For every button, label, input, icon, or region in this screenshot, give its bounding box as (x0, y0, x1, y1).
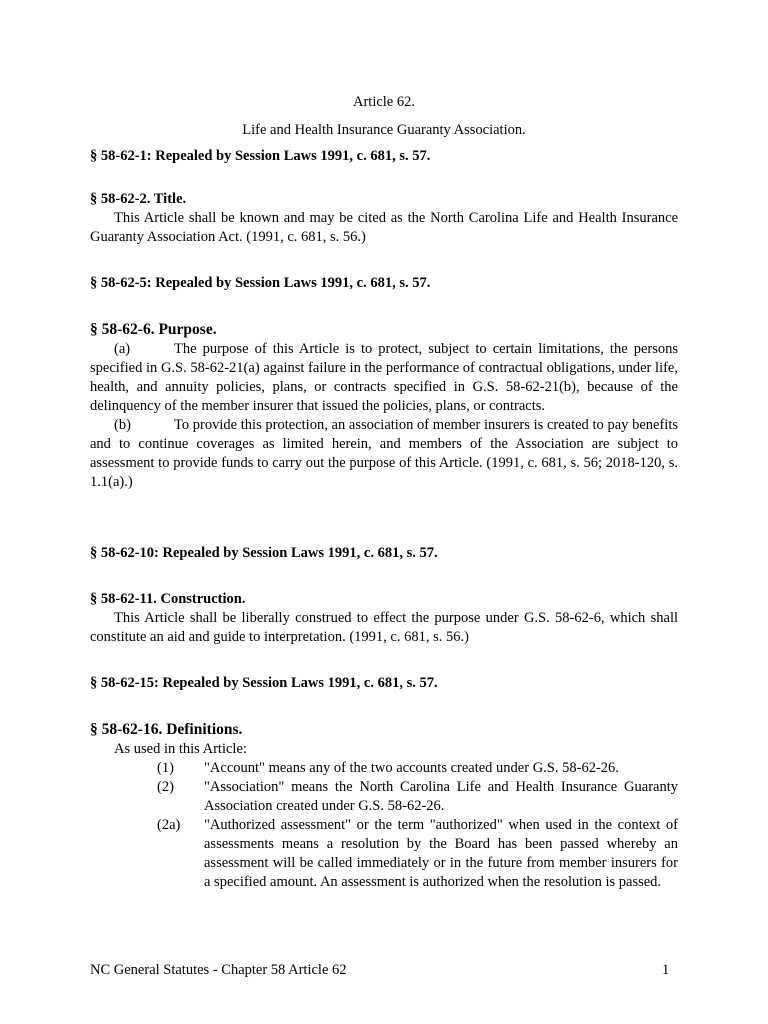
page-number: 1 (662, 962, 670, 978)
section-58-62-2-body: This Article shall be known and may be cited as the North Carolina Life and Health Insurance Guaranty Association Act. (1991, c. 681, s. 56.) (90, 210, 678, 245)
article-subtitle: Life and Health Insurance Guaranty Association. (242, 122, 526, 138)
definition-number: (2) (157, 779, 174, 795)
section-58-62-10-heading: § 58-62-10: Repealed by Session Laws 1991, c. 681, s. 57. (90, 545, 438, 561)
definition-number: (1) (157, 760, 174, 776)
article-title: Article 62. (352, 94, 415, 110)
section-58-62-5-heading: § 58-62-5: Repealed by Session Laws 1991, c. 681, s. 57. (90, 275, 431, 291)
section-58-62-6-heading: § 58-62-6. Purpose. (90, 321, 217, 338)
section-58-62-1-heading: § 58-62-1: Repealed by Session Laws 1991, c. 681, s. 57. (90, 148, 431, 164)
section-58-62-11 (90, 590, 678, 647)
section-58-62-16 (90, 720, 678, 892)
section-58-62-15-heading: § 58-62-15: Repealed by Session Laws 1991, c. 681, s. 57. (90, 675, 438, 691)
definition-text: "Association" means the North Carolina Life and Health Insurance Guaranty Association created under G.S. 58-62-26. (204, 779, 678, 814)
definition-item (90, 816, 678, 892)
section-58-62-2-heading: § 58-62-2. Title. (90, 191, 187, 207)
section-58-62-11-heading: § 58-62-11. Construction. (90, 591, 246, 607)
para-a-text: The purpose of this Article is to protect, subject to certain limitations, the persons specified in G.S. 58-62-21(a) against failure in the performance of contractual obligations, under life, health, and annuity policies, plans, or contracts specified in G.S. 58-62-21(b), because of the delinquency of the member insurer that issued the policies, plans, or contracts. (90, 341, 678, 414)
definition-number: (2a) (157, 817, 181, 833)
definition-text: "Account" means any of the two accounts created under G.S. 58-62-26. (204, 760, 619, 776)
para-a-label: (a) (114, 341, 131, 357)
section-58-62-11-body: This Article shall be liberally construed to effect the purpose under G.S. 58-62-6, which shall constitute an aid and guide to interpretation. (1991, c. 681, s. 56.) (90, 610, 678, 645)
footer-title: NC General Statutes - Chapter 58 Article 62 (90, 962, 347, 978)
definition-item (90, 778, 678, 816)
definition-item (90, 759, 678, 778)
section-58-62-2 (90, 190, 678, 247)
section-58-62-6-para-b (90, 416, 678, 492)
para-b-label: (b) (114, 417, 131, 433)
section-58-62-6-para-a (90, 340, 678, 416)
definition-text: "Authorized assessment" or the term "authorized" when used in the context of assessments means a resolution by the Board has been passed whereby an assessment will be called immediately or in the future from member insurers for a specified amount. An assessment is authorized when the resolution is passed. (204, 817, 678, 890)
section-58-62-16-intro: As used in this Article: (114, 741, 247, 757)
section-58-62-6 (90, 320, 678, 492)
section-58-62-16-heading: § 58-62-16. Definitions. (90, 721, 243, 738)
para-b-text: To provide this protection, an association of member insurers is created to pay benefits and to continue coverages as limited herein, and members of the Association are subject to assessment to provide funds to carry out the purpose of this Article. (1991, c. 681, s. 56; 2018-120, s. 1.1(a).) (90, 417, 678, 490)
